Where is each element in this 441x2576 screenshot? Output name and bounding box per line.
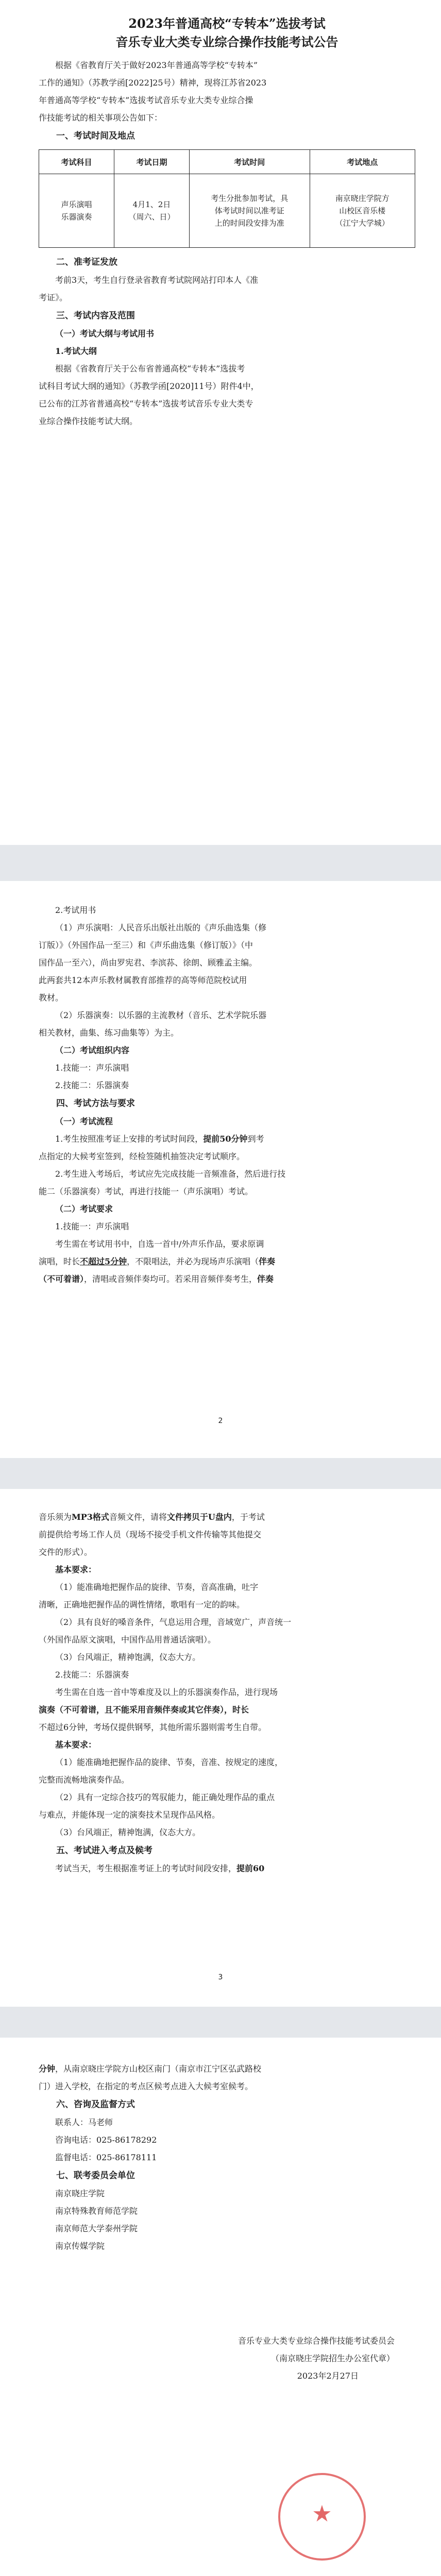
body-line: 清晰，正确地把握作品的调性情绪，歌唱有一定的韵味。 [39, 1600, 245, 1609]
seal-star-icon: ★ [312, 2501, 332, 2527]
body-line [39, 1130, 415, 1148]
subheading-flow: （一）考试流程 [55, 1116, 113, 1126]
emphasis-text: 不超过5分钟 [80, 1257, 127, 1266]
cell-line: 体考试时间以准考证 [214, 206, 284, 215]
section-heading-admission-ticket: 二、准考证发放 [56, 257, 117, 267]
document-title [39, 14, 415, 52]
cell-line: 声乐演唱 [61, 200, 92, 209]
document-page-2 [0, 881, 441, 1458]
body-line: 不超过6分钟，考场仅提供钢琴，其他所需乐器则需考生自带。 [39, 1722, 267, 1732]
signature-date: 2023年2月27日 [297, 2371, 359, 2381]
emphasis-text: MP3格式 [72, 1512, 109, 1522]
body-line [39, 1253, 415, 1270]
text-run: 演唱，时长 [39, 1257, 80, 1266]
body-line [39, 1860, 415, 1877]
contact-phone: 咨询电话：025-86178292 [55, 2135, 157, 2145]
body-line: 根据《省教育厅关于公布省普通高校“专转本”选拔考 [55, 364, 245, 374]
body-line: 1.技能一：声乐演唱 [55, 1222, 129, 1231]
section-heading-content: 三、考试内容及范围 [56, 311, 135, 321]
text-run: 1.考生按照准考证上安排的考试时间段， [55, 1134, 203, 1144]
document-page-3 [0, 1489, 441, 2007]
intro-line: 年普通高等学校“专转本”选拔考试音乐专业大类专业综合操 [39, 95, 253, 105]
page-gap [0, 1458, 441, 1489]
body-line: 与难点，并能体现一定的演奏技术呈现作品风格。 [39, 1810, 220, 1820]
emphasis-text: （不可着谱） [39, 1274, 84, 1284]
body-line: 此两套共12本声乐教材属教育部推荐的高等师范院校试用 [39, 975, 247, 985]
text-run: 到考 [247, 1134, 264, 1144]
basic-requirements-label: 基本要求： [55, 1565, 97, 1574]
table-cell-time [190, 174, 310, 248]
cell-line: 乐器演奏 [61, 212, 92, 222]
skill-item: 1.技能一：声乐演唱 [55, 1063, 129, 1073]
emphasis-text: 文件拷贝于U盘内 [166, 1512, 232, 1522]
supervision-phone: 监督电话：025-86178111 [55, 2153, 157, 2162]
body-line: 国作品一至六），尚由罗宪君、李滨荪、徐朗、顾雅孟主编。 [39, 958, 258, 968]
item-heading: 2.考试用书 [55, 905, 96, 915]
section-heading-method: 四、考试方法与要求 [56, 1098, 135, 1109]
cell-line: 4月1、2日 [132, 200, 171, 209]
body-line: 订版）》（外国作品一至三）和《声乐曲选集（修订版）》（中 [39, 940, 253, 950]
table-cell-date [114, 174, 190, 248]
subheading-syllabus: （一）考试大纲与考试用书 [55, 329, 155, 338]
table-header: 考试地点 [310, 150, 415, 174]
body-line: （1）声乐演唱：人民音乐出版社出版的《声乐曲选集（修 [55, 923, 267, 933]
body-line: 能二（乐器演奏）考试，再进行技能一（声乐演唱）考试。 [39, 1187, 253, 1196]
unit-item: 南京传媒学院 [55, 2241, 105, 2251]
cell-line: 上的时间段安排为准 [214, 218, 284, 228]
body-line: （2）乐器演奏：以乐器的主流教材（音乐、艺术学院乐器 [55, 1010, 267, 1020]
body-line: 考前3天，考生自行登录省教育考试院网站打印本人《准 [55, 275, 259, 285]
body-line [39, 1509, 415, 1526]
body-line: （3）台风端正，精神饱满，仪态大方。 [55, 1652, 201, 1662]
skill-item: 2.技能二：乐器演奏 [55, 1080, 129, 1090]
text-run: 音乐须为 [39, 1512, 72, 1522]
body-line [39, 1270, 415, 1288]
text-run: ，清唱或音频伴奏均可。若采用音频伴奏考生， [84, 1274, 258, 1284]
body-line: 考生需在考试用书中，自选一首中/外声乐作品，要求原调 [55, 1239, 264, 1249]
signature-office: （南京晓庄学院招生办公室代章） [270, 2353, 395, 2363]
body-line: 点指定的大候考室签到，经检签随机抽签决定考试顺序。 [39, 1151, 245, 1161]
text-run: ，不限唱法，并必为现场声乐演唱（ [127, 1257, 259, 1266]
body-line: 前提供给考场工作人员（现场不接受手机文件传输等其他提交 [39, 1530, 262, 1539]
cell-line: （江宁大学城） [335, 218, 389, 228]
item-heading: 1.考试大纲 [55, 346, 97, 356]
intro-line: 作技能考试的相关事项公告如下： [39, 113, 163, 123]
text-run: 音频文件，请将 [109, 1512, 167, 1522]
table-cell-place [310, 174, 415, 248]
text-run: ，于考试 [231, 1512, 265, 1522]
cell-line: 山校区音乐楼 [339, 206, 386, 215]
subheading-exam-organization: （二）考试组织内容 [55, 1045, 130, 1055]
title-line-1: 2023年普通高校“专转本”选拔考试 [128, 16, 326, 31]
emphasis-text: 伴奏 [259, 1257, 276, 1266]
intro-line: 工作的通知》（苏教学函[2022]25号）精神，现将江苏省2023 [39, 78, 267, 88]
table-header: 考试时间 [190, 150, 310, 174]
page-gap [0, 2007, 441, 2038]
page-number: 3 [218, 1973, 223, 1981]
section-heading-entry: 五、考试进入考点及候考 [56, 1845, 152, 1856]
signature-committee: 音乐专业大类专业综合操作技能考试委员会 [238, 2336, 395, 2346]
document-page-4 [0, 2038, 441, 2576]
body-line: 交件的形式）。 [39, 1547, 93, 1557]
body-line: （外国作品原文演唱，中国作品用普通话演唱）。 [39, 1635, 216, 1645]
page-number: 2 [218, 1417, 223, 1425]
document-page-1 [0, 0, 441, 845]
cell-line: 南京晓庄学院方 [335, 194, 389, 203]
intro-line: 根据《省教育厅关于做好2023年普通高等学校“专转本” [55, 60, 258, 70]
emphasis-text: 提前50分钟 [203, 1134, 248, 1144]
body-line: （1）能准确地把握作品的旋律、节奏，音高准确，吐字 [55, 1582, 259, 1592]
section-heading-time-place: 一、考试时间及地点 [56, 131, 135, 141]
schedule-table [39, 149, 415, 248]
text-run: ，从南京晓庄学院方山校区南门（南京市江宁区弘武路校 [55, 2064, 262, 2074]
unit-item: 南京特殊教育师范学院 [55, 2206, 138, 2216]
cell-line: 考生分批参加考试，具 [211, 194, 289, 203]
body-line: （3）台风端正，精神饱满，仪态大方。 [55, 1827, 201, 1837]
contact-person: 联系人：马老师 [55, 2117, 113, 2127]
body-line: 门）进入学校，在指定的考点区候考点进入大候考室候考。 [39, 2081, 253, 2091]
body-line: 试科目考试大纲的通知》（苏教学函[2020]11号）附件4中， [39, 381, 259, 391]
body-line: 相关教材，曲集、练习曲集等）为主。 [39, 1028, 179, 1038]
table-cell-subject [39, 174, 114, 248]
body-line: 考证》。 [39, 293, 68, 302]
subheading-requirements: （二）考试要求 [55, 1204, 113, 1214]
body-line: （2）具有良好的嗓音条件，气息运用合理，音域宽广，声音统一 [55, 1617, 292, 1627]
body-line: 演奏（不可着谱，且不能采用音频伴奏或其它伴奏），时长 [39, 1705, 249, 1715]
emphasis-text: 伴奏 [257, 1274, 274, 1284]
body-line: 考生需在自选一首中等难度及以上的乐器演奏作品，进行现场 [55, 1687, 278, 1697]
emphasis-text: 分钟 [39, 2064, 56, 2074]
body-line: （2）具有一定综合技巧的驾驭能力，能正确处理作品的重点 [55, 1792, 275, 1802]
body-line: 完整而流畅地演奏作品。 [39, 1775, 130, 1785]
section-heading-units: 七、联考委员会单位 [56, 2171, 135, 2181]
emphasis-text: 提前60 [236, 1863, 265, 1873]
title-line-2: 音乐专业大类专业综合操作技能考试公告 [115, 35, 338, 49]
cell-line: （周六、日） [128, 212, 175, 222]
body-line: 教材。 [39, 993, 64, 1003]
body-line: 2.考生进入考场后，考试应先完成技能一音频准备，然后进行技 [55, 1169, 286, 1179]
page-gap [0, 845, 441, 881]
unit-item: 南京晓庄学院 [55, 2189, 105, 2198]
section-heading-contact: 六、咨询及监督方式 [56, 2099, 135, 2110]
body-line [39, 2060, 415, 2078]
table-header: 考试科目 [39, 150, 114, 174]
official-seal-stamp [278, 2473, 366, 2561]
table-header: 考试日期 [114, 150, 190, 174]
body-line: （1）能准确地把握作品的旋律、节奏，音准、按规定的速度， [55, 1757, 283, 1767]
unit-item: 南京师范大学泰州学院 [55, 2224, 138, 2233]
body-line: 业综合操作技能考试大纲。 [39, 416, 138, 426]
body-line: 2.技能二：乐器演奏 [55, 1670, 129, 1680]
basic-requirements-label: 基本要求： [55, 1740, 97, 1750]
table-row [39, 174, 415, 248]
body-line: 已公布的江苏省普通高校“专转本”选拔考试音乐专业大类专 [39, 399, 253, 409]
text-run: 考试当天，考生根据准考证上的考试时间段安排， [55, 1863, 237, 1873]
